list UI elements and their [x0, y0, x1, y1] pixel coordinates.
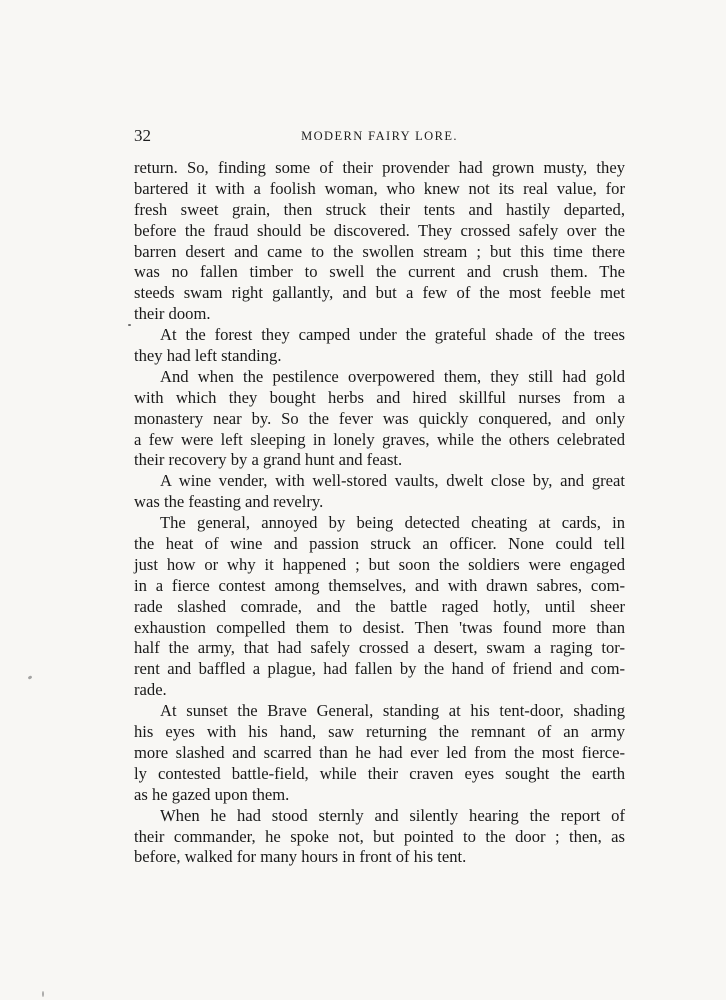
text-line: rade.: [134, 680, 167, 700]
text-line: in a fierce contest among themselves, and with drawn sabres, com-: [134, 575, 625, 595]
text-line: exhaustion compelled them to desist. Then 'twas found more than: [134, 617, 625, 637]
body-text: [134, 158, 625, 868]
text-line: a few were left sleeping in lonely graves, while the others celebrated: [134, 429, 625, 449]
text-line: ly contested battle-field, while their craven eyes sought the earth: [134, 763, 625, 783]
text-line: was no fallen timber to swell the current and crush them. The: [134, 262, 625, 282]
text-line: When he had stood sternly and silently hearing the report of: [160, 805, 625, 825]
running-title: MODERN FAIRY LORE.: [301, 129, 458, 143]
scan-speck: [42, 991, 44, 997]
text-line: At sunset the Brave General, standing at his tent-door, shading: [160, 701, 625, 721]
text-line: bartered it with a foolish woman, who knew not its real value, for: [134, 178, 625, 198]
text-line: At the forest they camped under the grateful shade of the trees: [160, 325, 625, 345]
text-line: before, walked for many hours in front of his tent.: [134, 847, 467, 867]
scan-speck: [128, 324, 131, 326]
text-line: fresh sweet grain, then struck their tents and hastily departed,: [134, 199, 625, 219]
scan-speck: [28, 675, 33, 680]
text-line: with which they bought herbs and hired skillful nurses from a: [134, 387, 625, 407]
text-line: was the feasting and revelry.: [134, 492, 324, 512]
text-line: half the army, that had safely crossed a desert, swam a raging tor-: [134, 638, 625, 658]
text-line: just how or why it happened ; but soon the soldiers were engaged: [134, 554, 625, 574]
page-number: 32: [134, 126, 151, 145]
text-line: their recovery by a grand hunt and feast.: [134, 450, 403, 470]
text-line: his eyes with his hand, saw returning the remnant of an army: [134, 722, 625, 742]
text-line: rent and baffled a plague, had fallen by the hand of friend and com-: [134, 659, 625, 679]
text-line: steeds swam right gallantly, and but a few of the most feeble met: [134, 283, 625, 303]
text-line: A wine vender, with well-stored vaults, dwelt close by, and great: [160, 471, 625, 491]
text-line: barren desert and came to the swollen stream ; but this time there: [134, 241, 625, 261]
text-line: more slashed and scarred than he had ever led from the most fierce-: [134, 742, 625, 762]
text-line: return. So, finding some of their provender had grown musty, they: [134, 158, 625, 177]
text-line: the heat of wine and passion struck an officer. None could tell: [134, 534, 625, 554]
text-line: And when the pestilence overpowered them, they still had gold: [160, 366, 625, 386]
text-line: they had left standing.: [134, 346, 282, 366]
text-line: The general, annoyed by being detected cheating at cards, in: [160, 513, 625, 533]
text-line: rade slashed comrade, and the battle raged hotly, until sheer: [134, 596, 625, 616]
text-line: monastery near by. So the fever was quickly conquered, and only: [134, 408, 625, 428]
text-line: their doom.: [134, 304, 211, 324]
text-line: before the fraud should be discovered. They crossed safely over the: [134, 220, 625, 240]
text-line: their commander, he spoke not, but pointed to the door ; then, as: [134, 826, 625, 846]
text-line: as he gazed upon them.: [134, 784, 290, 804]
running-head: [134, 127, 625, 145]
